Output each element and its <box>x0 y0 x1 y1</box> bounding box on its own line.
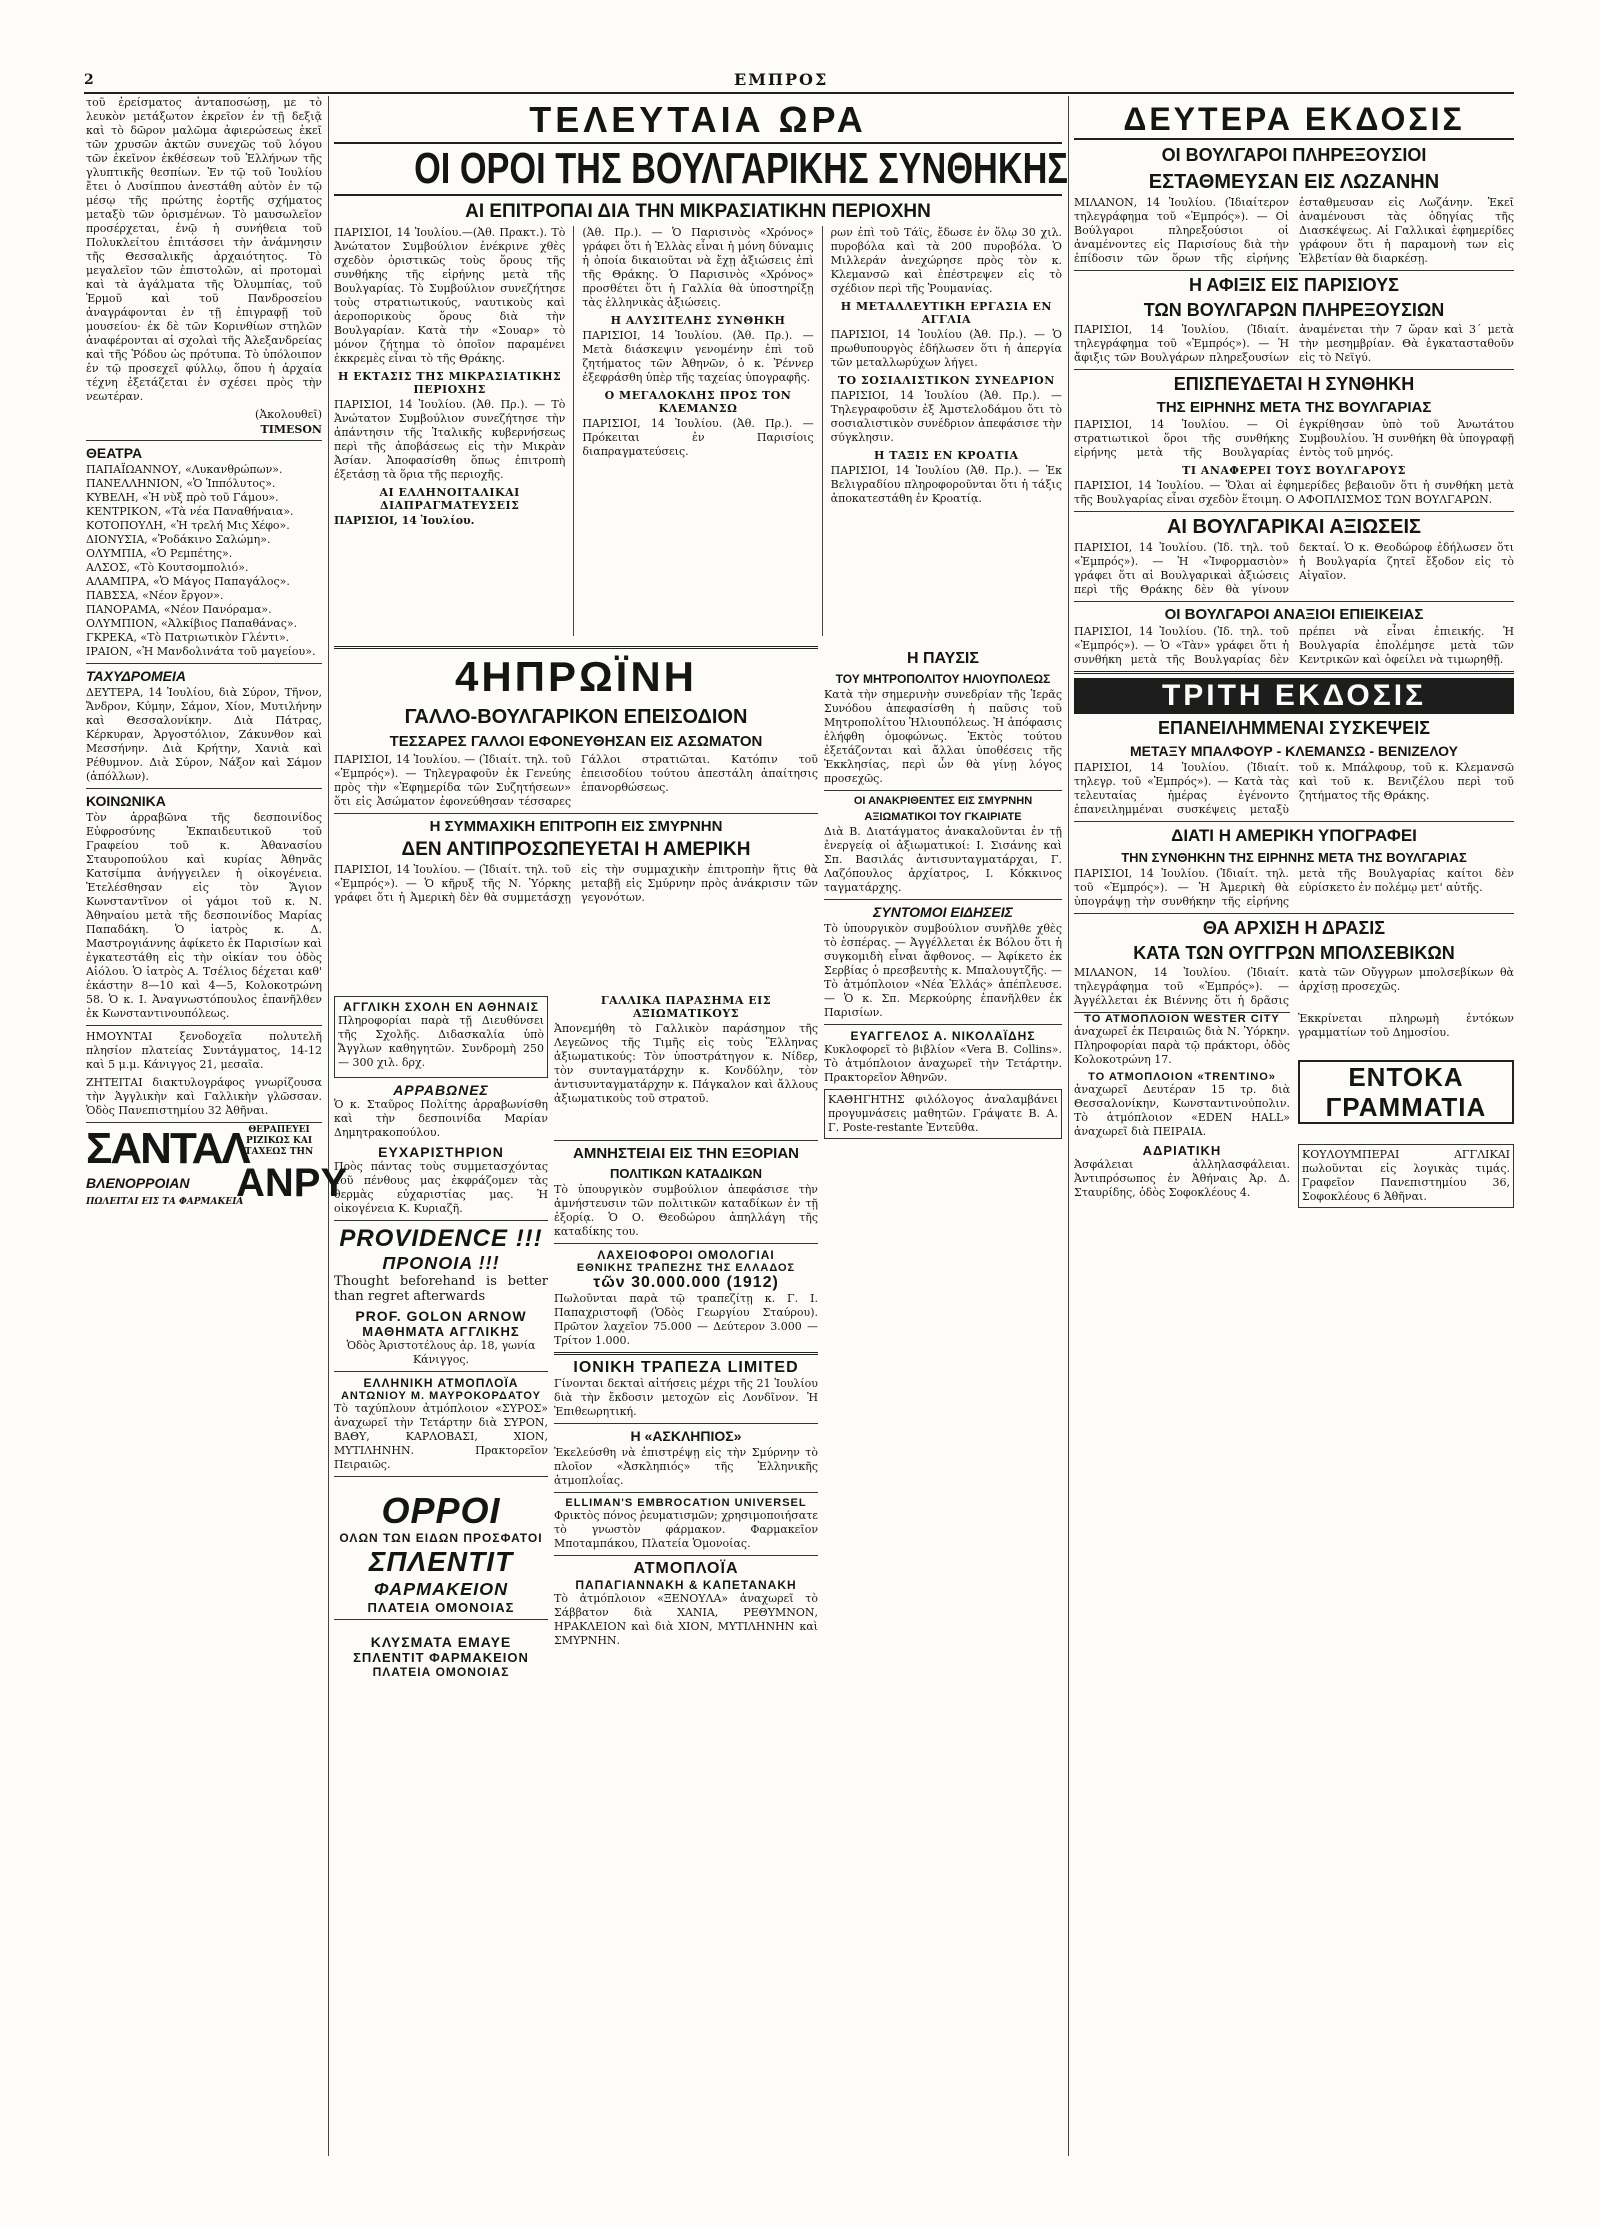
elliman-heading: ELLIMAN'S EMBROCATION UNIVERSEL <box>565 1497 807 1509</box>
article-heading: ΔΙΑΤΙ Η ΑΜΕΡΙΚΗ ΥΠΟΓΡΑΦΕΙ <box>1171 826 1417 845</box>
adriatic-heading: ΑΔΡΙΑΤΙΚΗ <box>1142 1143 1222 1158</box>
last-hour-banner: ΤΕΛΕΥΤΑΙΑ ΩΡΑ <box>529 99 867 140</box>
shipping-heading: ΑΤΜΟΠΛΟΪΑ <box>633 1560 739 1577</box>
fourth-edition-headline: ΓΑΛΛΟ-ΒΟΥΛΓΑΡΙΚΟΝ ΕΠΕΙΣΟΔΙΟΝ <box>404 706 748 728</box>
dismissal-body: Κατὰ τὴν σημερινὴν συνεδρίαν τῆς Ἱερᾶς Συνόδου ἀπεφασίσθη ἡ παῦσις τοῦ Μητροπολίτου Ἡλιουπόλεως. Ἡ ἀπόφασις ἐλήφθη ὁμοφώνως. Ἐκτὸς τούτου ἐξετάζονται καὶ ἄλλαι ὑποθέσεις τῆς Ἐκκλησίας, περὶ ὧν θὰ γίνῃ λόγος προσεχῶς. <box>824 688 1063 785</box>
post-body: ΔΕΥΤΕΡΑ, 14 Ἰουλίου, διὰ Σύρον, Τῆνον, Ἄνδρον, Κύμην, Σάμον, Χίον, Μυτιλήνην καὶ Θεσσαλονίκην. Διὰ Πάτρας, Κέρκυραν, Ἀργοστόλιον, Ζάκυνθον καὶ Μεσσήνην. Διὰ Κρήτην, Χανιὰ καὶ Ρέθυμνον. Διὰ Σύρον, Νάξον καὶ Σάμον (ἀπόλλων). <box>86 686 322 783</box>
omonoia-square: ΠΛΑΤΕΙΑ ΟΜΟΝΟΙΑΣ <box>367 1600 515 1615</box>
main-headline <box>334 142 1068 196</box>
dismissal-heading: Η ΠΑΥΣΙΣ <box>907 650 979 667</box>
trentino-body: ἀναχωρεῖ Δευτέραν 15 τρ. διὰ Θεσσαλονίκην, Κωνσταντινούπολιν. Τὸ ἀτμόπλοιον «EDEN HALL» ἀναχωρεῖ διὰ ΠΕΙΡΑΙΑ. <box>1074 1083 1290 1138</box>
fourth-edition-subhead: ΤΕΣΣΑΡΕΣ ΓΑΛΛΟΙ ΕΦΟΝΕΥΘΗΣΑΝ ΕΙΣ ΑΣΩΜΑΤΟΝ <box>389 733 763 750</box>
dismissal-subheading: ΤΟΥ ΜΗΤΡΟΠΟΛΙΤΟΥ ΗΛΙΟΥΠΟΛΕΩΣ <box>835 672 1051 686</box>
divider <box>554 1423 818 1424</box>
santal-title: ΣΑΝΤΑΛ <box>86 1124 249 1173</box>
divider <box>334 1371 548 1372</box>
social-title: ΚΟΙΝΩΝΙΚΑ <box>86 793 166 809</box>
divider <box>554 1555 818 1556</box>
classified-ad: ΗΜΟΥΝΤΑΙ ξενοδοχεῖα πολυτελῆ πλησίον πλατείας Συντάγματος, 14-12 καὶ 5 μ.μ. Κάνιγγος 21, μεσαῖα. <box>86 1030 322 1071</box>
article-body: ΜΙΛΑΝΟΝ, 14 Ἰουλίου. (Ἰδιαίτερον τηλεγράφημα τοῦ «Ἐμπρός»). — Οἱ Βούλγαροι πληρεξούσιοι οἱ ἀναμένοντες εἰς Παρισίους διὰ τὴν ἐπίδοσιν τῶν ὅρων τῆς εἰρήνης ἐσταθμευσαν εἰς Λωζάνην. Ἐκεῖ ἀναμένουσι τὰς ὁδηγίας τῆς Διασκέψεως. Αἱ Γαλλικαὶ ἐφημερίδες γράφουν ὅτι ἡ παραμονὴ των εἰς Ἑλβετίαν θὰ διαρκέσῃ. <box>1074 196 1514 265</box>
divider <box>1074 511 1514 512</box>
theatre-listing: ΟΛΥΜΠΙΟΝ, «Ἀλκίβιος Παπαθάνας». <box>86 617 298 630</box>
adriatic-body: Ἀσφάλειαι ἀλληλασφάλειαι. Ἀντιπρόσωπος ἐν Ἀθήναις Ἀρ. Δ. Σταυρίδης, ὁδὸς Σοφοκλέους 4. <box>1074 1158 1290 1199</box>
second-edition-title: ΔΕΥΤΕΡΑ ΕΚΔΟΣΙΣ <box>1074 100 1514 140</box>
article-body: ΠΑΡΙΣΙΟΙ, 14 Ἰουλίου. (Ἰδιαίτ. τηλεγρ. τοῦ «Ἐμπρός»). — Κατὰ τὰς τελευταίας ἡμέρας ἐγένοντο ἐπανειλημμέναι συσκέψεις μεταξὺ τοῦ κ. Μπάλφουρ, τοῦ κ. Κλεμανσῶ καὶ τοῦ κ. Βενιζέλου περὶ τοῦ ζητήματος τῆς Θράκης. <box>1074 761 1514 816</box>
english-school-body: Πληροφορίαι παρὰ τῇ Διευθύνσει τῆς Σχολῆς. Διδασκαλία ὑπὸ Ἄγγλων καθηγητῶν. Συνδρομὴ 250 — 300 χιλ. δρχ. <box>338 1014 544 1069</box>
theatre-listing: ΚΟΤΟΠΟΥΛΗ, «Ἡ τρελή Μις Χέφο». <box>86 519 290 532</box>
theatre-listing: ΔΙΟΝΥΣΙΑ, «Ῥοδάκινο Σαλώμη». <box>86 533 271 546</box>
article-heading: ΘΑ ΑΡΧΙΣΗ Η ΔΡΑΣΙΣ <box>1202 918 1386 938</box>
right-column <box>1074 96 1514 2166</box>
divider <box>1074 671 1514 674</box>
last-hour-col-a <box>334 226 565 636</box>
masthead <box>84 70 1514 94</box>
column-rule <box>822 226 823 636</box>
article-heading: ΚΑΤΑ ΤΩΝ ΟΥΓΓΡΩΝ ΜΠΟΛΣΕΒΙΚΩΝ <box>1133 943 1455 963</box>
shipping-owners: ΠΑΠΑΓΙΑΝΝΑΚΗ & ΚΑΠΕΤΑΝΑΚΗ <box>575 1578 797 1592</box>
enema-pharmacy: ΣΠΛΕΝΤΙΤ ΦΑΡΜΑΚΕΙΟΝ <box>353 1650 529 1665</box>
divider <box>1074 913 1514 914</box>
divider <box>1074 270 1514 271</box>
article-heading: Η ΜΕΤΑΛΛΕΥΤΙΚΗ ΕΡΓΑΣΙΑ ΕΝ ΑΓΓΛΙΑ <box>840 300 1052 326</box>
divider <box>554 1140 818 1141</box>
article-heading: Η ΑΦΙΞΙΣ ΕΙΣ ΠΑΡΙΣΙΟΥΣ <box>1189 275 1399 295</box>
treasury-bills-pre: Ἐκκρίνεται πληρωμὴ ἐντόκων γραμματίων τοῦ Δημοσίου. <box>1298 1012 1514 1039</box>
right-ads-right <box>1298 1012 1514 1212</box>
tutor-ad-body: ΚΑΘΗΓΗΤΗΣ φιλόλογος ἀναλαμβάνει προγυμνάσεις μαθητῶν. Γράψατε Β. Α. Γ. Poste-restante Ἐντεῦθα. <box>828 1093 1058 1134</box>
article-body: ΠΑΡΙΣΙΟΙ, 14 Ἰουλίου. (Ἀθ. Πρ.). — Πρόκειται ἐν Παρισίοις διαπραγματεύσεις. <box>582 417 814 458</box>
article-heading: ΑΙ ΕΛΛΗΝΟΙΤΑΛΙΚΑΙ ΔΙΑΠΡΑΓΜΑΤΕΥΣΕΙΣ <box>379 486 520 512</box>
column-rule <box>328 96 329 2156</box>
divider <box>86 663 322 664</box>
divider <box>334 1476 548 1477</box>
lottery-subheading: ΕΘΝΙΚΗΣ ΤΡΑΠΕΖΗΣ ΤΗΣ ΕΛΛΑΔΟΣ <box>576 1262 796 1274</box>
trentino-heading: ΤΟ ΑΤΜΟΠΛΟΙΟΝ «TRENTINO» <box>1088 1071 1276 1083</box>
divider <box>554 1243 818 1244</box>
wester-city-body: ἀναχωρεῖ ἐκ Πειραιῶς διὰ Ν. Ὑόρκην. Πληροφορίαι παρὰ τῷ πράκτορι, ὁδὸς Κολοκοτρώνη 17. <box>1074 1025 1290 1066</box>
article-heading: Ο ΜΕΓΑΛΟΚΛΗΣ ΠΡΟΣ ΤΟΝ ΚΛΕΜΑΝΣΩ <box>604 389 792 415</box>
feuilleton-text: τοῦ ἐρείσματος ἀνταποσώσῃ, με τὸ λευκὸν μετάξωτον ἐκρεῖον ἐν τῇ δεξιᾷ καὶ τὸ δῶρον μαλῶμα ἀφιερώσεως ἐκεῖ τῶν χρυσῶν ἀκτῶν συνεχῶς τοῦ λόγου τῶν ἐκεῖνον ἐκθέσεων τοῦ Ἑλλήνων τῆς γλυπτικῆς θεσπίων. Ἐν τῷ τοῦ Ἰουλίου ἔτει ὁ Λυσίππου ἀνεστάθη αὐτὸν ἐν τῷ μέσῳ τῆς πρώτης ἑορτῆς σχήματος μεταξὺ τῶν ὁρισμένων. Τὸ μαυσωλεῖον προσέρχεται, ἐνῷ ἡ συνήθεια τοῦ Πολυκλείτου ἐπιτάσσει τὴν ἀνάμνησιν τῆς Θεσσαλικῆς ἀρχαιότητος. Τὸ μεγαλεῖον τῶν ἐπιστολῶν, αἱ προτομαὶ καὶ τὰ ἀγάλματα τῆς Ὀλυμπίας, τοῦ Ἑρμοῦ καὶ τοῦ Πανδροσείου ἀναγράφονται ἐν τῇ ἐπιγραφῇ τοῦ μουσείου· ἐκ δὲ τῶν Κορινθίων στηλῶν ἀναφέρονται αἱ σχολαὶ τῆς Ἀλεξανδρείας καὶ τῆς Ῥόδου ὡς πρότυπα. Τὸ ὑπόλοιπον ἐν τῷ προσεχεῖ φύλλῳ, ὅπου ἡ ἀρχαία τέχνη ἐξετάζεται ἐν σχέσει πρὸς τὴν νεωτέραν. <box>86 96 322 403</box>
main-headline-text: ΟΙ ΟΡΟΙ ΤΗΣ ΒΟΥΛΓΑΡΙΚΗΣ ΣΥΝΘΗΚΗΣ <box>414 144 1068 193</box>
greek-shipping-title: ΕΛΛΗΝΙΚΗ ΑΤΜΟΠΛΟΪΑ <box>363 1376 519 1390</box>
pharmacy-label: ΦΑΡΜΑΚΕΙΟΝ <box>373 1579 509 1599</box>
tutor-ad <box>824 1089 1062 1139</box>
right-ads-row <box>1074 1012 1514 1212</box>
greek-shipping-owner: ΑΝΤΩΝΙΟΥ Μ. ΜΑΥΡΟΚΟΡΔΑΤΟΥ <box>340 1390 542 1402</box>
engagements-title: ΑΡΡΑΒΩΝΕΣ <box>393 1082 489 1098</box>
smyrna-heading: Η ΣΥΜΜΑΧΙΚΗ ΕΠΙΤΡΟΠΗ ΕΙΣ ΣΜΥΡΝΗΝ <box>429 818 723 835</box>
article-body: ΠΑΡΙΣΙΟΙ, 14 Ἰουλίου (Ἀθ. Πρ.). — Τηλεγραφοῦσιν ἐξ Ἀμστελοδάμου ὅτι τὸ σοσιαλιστικὸν συνέδριον ἀπεφάσισε τὴν σύγκλησιν. <box>830 389 1062 444</box>
santal-tagline <box>236 1125 322 1158</box>
theatre-listing: ΚΥΒΕΛΗ, «Ἡ νὺξ πρὸ τοῦ Γάμου». <box>86 491 279 504</box>
article-heading: ΟΙ ΒΟΥΛΓΑΡΟΙ ΑΝΑΞΙΟΙ ΕΠΙΕΙΚΕΙΑΣ <box>1164 606 1424 623</box>
medals-body: Ἀπονεμήθη τὸ Γαλλικὸν παράσημον τῆς Λεγεῶνος τῆς Τιμῆς εἰς τοὺς Ἕλληνας ἀξιωματικούς: Τὸν ὑποστράτηγον κ. Νίδερ, τὸν συνταγματάρχην κ. Κονδύλην, τὸν ἀντισυνταγματάρχην κ. Πάγκαλον καὶ ἄλλους ἀξιωματικοὺς τοῦ στρατοῦ. <box>554 1022 818 1105</box>
theatre-listing: ΠΑΒΣΣΑ, «Νέον ἔργον». <box>86 589 224 602</box>
fourth-edition-body: ΠΑΡΙΣΙΟΙ, 14 Ἰουλίου. — (Ἰδιαίτ. τηλ. τοῦ «Ἐμπρός»). — Τηλεγραφοῦν ἐκ Γενεύης πρὸς τὴν «Ἐφημερίδα τῶν Συζητήσεων» ὅτι εἰς Ἀσώματον ἐφονεύθησαν τέσσαρες Γάλλοι στρατιῶται. Κατόπιν τοῦ ἐπεισοδίου τούτου ἀπεστάλη ἀπαίτησις ἐπανορθώσεως. <box>334 753 818 808</box>
middle-ads-column <box>334 992 548 2162</box>
officers-subheading: ΑΞΙΩΜΑΤΙΚΟΙ ΤΟΥ ΓΚΑΙΡΙΑΤΕ <box>864 811 1022 823</box>
right-ads-left <box>1074 1012 1290 1212</box>
santal-bottom: ΒΛΕΝΟΡΡΟΙΑΝ <box>86 1175 190 1191</box>
enema-square: ΠΛΑΤΕΙΑ ΟΜΟΝΟΙΑΣ <box>372 1665 510 1679</box>
asklepios-body: Ἐκελεύσθη νὰ ἐπιστρέψῃ εἰς τὴν Σμύρνην τὸ πλοῖον «Ἀσκληπιός» τῆς Ἑλληνικῆς ἀτμοπλοΐας. <box>554 1446 818 1487</box>
santal-ad <box>86 1122 348 1219</box>
article-body: ΠΑΡΙΣΙΟΙ, 14 Ἰουλίου. (Ἀθ. Πρ.). — Τὸ Ἀνώτατον Συμβούλιον συνεζήτησε τὴν ἀπάντησιν τῆς Ἰταλικῆς κυβερνήσεως περὶ τῆς ἀποβάσεως εἰς τὴν Μικρὰν Ἀσίαν. Ἀποφασίσθη ὅπως ἐπιτροπὴ ἐξετάσῃ τὰ ὅρια τῆς περιοχῆς. <box>334 398 566 481</box>
smyrna-body: ΠΑΡΙΣΙΟΙ, 14 Ἰουλίου. — (Ἰδιαίτ. τηλ. τοῦ «Ἐμπρός»). — Ὁ κῆρυξ τῆς Ν. Ὑόρκης γράφει ὅτι ἡ Ἀμερικὴ δὲν θὰ συμμετάσχῃ εἰς τὴν συμμαχικὴν ἐπιτροπὴν ἥτις θὰ μεταβῇ εἰς Σμύρνην πρὸς ἀνάκρισιν τῶν γεγονότων. <box>334 863 818 904</box>
theatre-listing: ΠΑΝΟΡΑΜΑ, «Νέον Πανόραμα». <box>86 603 272 616</box>
divider <box>1074 601 1514 602</box>
divider <box>824 899 1062 900</box>
theatre-listing: ΠΑΝΕΛΛΗΝΙΟΝ, «Ὁ Ἱππόλυτος». <box>86 477 276 490</box>
santal-line: ΤΑΧΕΩΣ ΤΗΝ <box>244 1147 314 1157</box>
article-subheading: ΤΙ ΑΝΑΦΕΡΕΙ ΤΟΥΣ ΒΟΥΛΓΑΡΟΥΣ <box>1182 464 1406 477</box>
last-hour-columns <box>334 226 1062 636</box>
lottery-body: Πωλοῦνται παρὰ τῷ τραπεζίτῃ κ. Γ. Ι. Παπαχριστοφῆ (Ὁδὸς Γεωργίου Σταύρου). Πρῶτον λαχεῖον 75.000 — Δεύτερον 3.000 — Τρίτον 1.000. <box>554 1292 818 1347</box>
divider <box>824 1024 1062 1025</box>
article-body: ΠΑΡΙΣΙΟΙ, 14 Ἰουλίου. — Οἱ στρατιωτικοὶ ὅροι τῆς συνθήκης εἰρήνης μετὰ τῆς Βουλγαρίας ἐγκρίθησαν ὑπὸ τοῦ Ἀνωτάτου Συμβουλίου. Ἡ συνθήκη θὰ ὑπογραφῇ ἐντὸς τοῦ μηνός. <box>1074 418 1514 459</box>
article-heading: ΕΣΤΑΘΜΕΥΣΑΝ ΕΙΣ ΛΩΖΑΝΗΝ <box>1148 171 1440 193</box>
left-column <box>86 96 348 2166</box>
fourth-edition-title: 4ΗΠΡΩΪΝΗ <box>454 653 698 700</box>
asklepios-heading: Η «ΑΣΚΛΗΠΙΟΣ» <box>630 1428 742 1444</box>
paper-name: ΕΜΠΡΟΣ <box>734 70 829 89</box>
article-body: ΠΑΡΙΣΙΟΙ, 14 Ἰουλίου. (Ἰδιαίτ. τηλ. τοῦ «Ἐμπρός»). — Ἡ Ἀμερικὴ θὰ ὑπογράψῃ τὴν συνθήκην τῆς εἰρήνης μετὰ τῆς Βουλγαρίας καίτοι δὲν εὑρίσκετο ἐν πολέμῳ μετ' αὐτῆς. <box>1074 867 1514 908</box>
providence-motto: Thought beforehand is better than regret afterwards <box>334 1274 548 1304</box>
theatres-list <box>86 463 322 659</box>
divider <box>1074 369 1514 370</box>
column-rule <box>573 226 574 636</box>
continuation-note: (Ἀκολουθεῖ) <box>255 408 322 421</box>
santal-foot: ΠΩΛΕΙΤΑΙ ΕΙΣ ΤΑ ΦΑΡΜΑΚΕΙΑ <box>86 1197 244 1207</box>
professor-name: PROF. GOLON ARNOW <box>355 1308 527 1324</box>
greek-shipping-body: Τὸ ταχύπλουν ἀτμόπλοιον «ΣΥΡΟΣ» ἀναχωρεῖ τὴν Τετάρτην διὰ ΣΥΡΟΝ, ΒΑΘΥ, ΚΑΡΛΟΒΑΣΙ, ΧΙΟΝ, ΜΥΤΙΛΗΝΗΝ. Πρακτορεῖον Πειραιῶς. <box>334 1402 548 1471</box>
article-body: ΠΑΡΙΣΙΟΙ, 14 Ἰουλίου. — Ὅλαι αἱ ἐφημερίδες βεβαιοῦν ὅτι ἡ συνθήκη μετὰ τῆς Βουλγαρίας εἶναι σχεδὸν ἕτοιμη. Ο ΑΦΟΠΛΙΣΜΟΣ ΤΩΝ ΒΟΥΛΓΑΡΩΝ. <box>1074 479 1514 506</box>
english-school-title: ΑΓΓΛΙΚΗ ΣΧΟΛΗ ΕΝ ΑΘΗΝΑΙΣ <box>343 1000 539 1014</box>
divider <box>554 1492 818 1493</box>
article-heading: ΜΕΤΑΞΥ ΜΠΑΛΦΟΥΡ - ΚΛΕΜΑΝΣΩ - ΒΕΝΙΖΕΛΟΥ <box>1129 743 1459 759</box>
article-heading: ΤΟ ΣΟΣΙΑΛΙΣΤΙΚΟΝ ΣΥΝΕΔΡΙΟΝ <box>837 374 1055 387</box>
post-title: ΤΑΧΥΔΡΟΜΕΙΑ <box>86 668 187 684</box>
collars-ad <box>1298 1144 1514 1208</box>
treasury-bills-title: ΕΝΤΟΚΑ ΓΡΑΜΜΑΤΙΑ <box>1298 1060 1514 1124</box>
amnesty-heading: ΑΜΝΗΣΤΕΙΑΙ ΕΙΣ ΤΗΝ ΕΞΟΡΙΑΝ <box>573 1145 799 1162</box>
article-heading: ΕΠΑΝΕΙΛΗΜΜΕΝΑΙ ΣΥΣΚΕΨΕΙΣ <box>1158 718 1430 738</box>
medals-notice <box>554 992 818 1132</box>
nikolaidis-heading: ΕΥΑΓΓΕΛΟΣ Α. ΝΙΚΟΛΑΪΔΗΣ <box>850 1029 1036 1043</box>
column-rule <box>1068 96 1069 2156</box>
classified-ad: ΖΗΤΕΙΤΑΙ διακτυλογράφος γνωρίζουσα τὴν Ἀγγλικὴν καὶ Γαλλικὴν γλῶσσαν. Ὁδὸς Πανεπιστημίου 32 Ἀθῆναι. <box>86 1076 322 1117</box>
enema-title: ΚΛΥΣΜΑΤΑ ΕΜΑΥΕ <box>370 1634 512 1650</box>
officers-body: Διὰ Β. Διατάγματος ἀνακαλοῦνται ἐν τῇ ἐνεργείᾳ οἱ ἀξιωματικοί: Ι. Σισάνης καὶ Σπ. Βασιλάς ἀντισυνταγματάρχαι, Γ. Λαζόπουλος ἀρχίατρος, Ι. Κόκκινος ταγματάρχης. <box>824 825 1062 894</box>
theatre-listing: ΠΑΠΑΪΩΑΝΝΟΥ, «Λυκανθρώπων». <box>86 463 283 476</box>
article-heading: ΑΙ ΒΟΥΛΓΑΡΙΚΑΙ ΑΞΙΩΣΕΙΣ <box>1166 516 1422 538</box>
theatre-listing: ΙΡΑΙΟΝ, «Ἡ Μανδολινάτα τοῦ μαγείου». <box>86 645 316 658</box>
santal-line: ΡΙΖΙΚΩΣ ΚΑΙ <box>245 1136 313 1146</box>
article-body: ΠΑΡΙΣΙΟΙ, 14 Ἰουλίου. (Ἰδ. τηλ. τοῦ «Ἐμπρός»). — Ἡ «Ἰνφορμασιὸν» γράφει ὅτι αἱ Βουλγαρικαὶ ἀξιώσεις περὶ τῆς Θράκης δὲν θὰ γίνουν δεκταί. Ὁ κ. Θεοδώροφ ἐδήλωσεν ὅτι ἡ Βουλγαρία ζητεῖ ἔξοδον εἰς τὸ Αἰγαῖον. <box>1074 541 1514 596</box>
divider <box>86 788 322 789</box>
divider <box>334 813 818 814</box>
english-lessons: ΜΑΘΗΜΑΤΑ ΑΓΓΛΙΚΗΣ <box>362 1324 520 1339</box>
brief-news-body: Τὸ ὑπουργικὸν συμβούλιον συνῆλθε χθὲς τὸ ἑσπέρας. — Ἀγγέλλεται ἐκ Βόλου ὅτι ἡ συγκομιδὴ εἶναι ἄφθονος. — Ἀφίκετο ἐκ Σερβίας ὁ πρεσβευτὴς κ. Μπαλουγτζῆς. — Τὸ ἀτμόπλοιον «Νέα Ἑλλάς» ἀπέπλευσε. — Ὁ κ. Σπ. Μερκούρης ἐπανῆλθεν ἐκ Παρισίων. <box>824 922 1062 1019</box>
theatre-listing: ΑΛΑΜΠΡΑ, «Ὁ Μάγος Παπαγάλος». <box>86 575 290 588</box>
page-number: 2 <box>84 72 94 88</box>
theatre-listing: ΟΛΥΜΠΙΑ, «Ὁ Ρεμπέτης». <box>86 547 233 560</box>
theatres-title: ΘΕΑΤΡΑ <box>86 445 143 461</box>
middle-column-three <box>554 1136 818 2166</box>
brief-news-heading: ΣΥΝΤΟΜΟΙ ΕΙΔΗΣΕΙΣ <box>873 904 1013 920</box>
divider <box>334 1220 548 1221</box>
english-school-ad <box>334 996 548 1078</box>
engagements-body: Ὁ κ. Σταῦρος Πολίτης ἀρραβωνίσθη καὶ τὴν δεσποινίδα Μαρίαν Δημητρακοπούλου. <box>334 1098 548 1139</box>
elliman-body: Φρικτὸς πόνος ῥευματισμῶν; χρησιμοποιήσατε τὸ γνωστὸν φάρμακον. Φαρμακεῖον Μποταμπάκου, Πλατεία Ὁμονοίας. <box>554 1509 818 1550</box>
smyrna-subheading: ΔΕΝ ΑΝΤΙΠΡΟΣΩΠΕΥΕΤΑΙ Η ΑΜΕΡΙΚΗ <box>401 839 751 860</box>
article-body: ΠΑΡΙΣΙΟΙ, 14 Ἰουλίου.—(Ἀθ. Πρακτ.). Τὸ Ἀνώτατον Συμβούλιον ἐνέκρινε χθὲς σχεδὸν ὁριστικῶς τοὺς ὅρους τῆς συνθήκης τῆς εἰρήνης μετὰ τῆς Βουλγαρίας. Τὸ Συμβούλιον συνεζήτησε τοὺς στρατιωτικούς, ναυτικοὺς καὶ ἀεροπορικοὺς ὅρους διὰ τὴν Βουλγαρίαν. Κατὰ τὴν «Σουαρ» τὸ μόνον ζήτημα τὸ ὁποῖον παραμένει ἐκκρεμὲς εἶναι τὸ τῆς Θράκης. <box>334 226 566 365</box>
ionian-bank-heading: ΙΟΝΙΚΗ ΤΡΑΠΕΖΑ LIMITED <box>573 1359 799 1376</box>
theatre-listing: ΓΚΡΕΚΑ, «Τὸ Πατριωτικὸν Γλέντι». <box>86 631 290 644</box>
fourth-edition-section <box>334 646 818 989</box>
divider <box>554 1352 818 1355</box>
divider <box>1074 821 1514 822</box>
nikolaidis-body: Κυκλοφορεῖ τὸ βιβλίον «Vera B. Collins». Τὸ ἀτμόπλοιον ἀναχωρεῖ τὴν Τετάρτην. Πρακτορεῖον Ἀθηνῶν. <box>824 1043 1062 1084</box>
collars-body: ΚΟΥΛΟΥΜΠΕΡΑΙ ΑΓΓΛΙΚΑΙ πωλοῦνται εἰς λογικὰς τιμάς. Γραφεῖον Πανεπιστημίου 36, Σοφοκλέους 6 Ἀθῆναι. <box>1302 1148 1510 1203</box>
article-heading: ΤΗΝ ΣΥΝΘΗΚΗΝ ΤΗΣ ΕΙΡΗΝΗΣ ΜΕΤΑ ΤΗΣ ΒΟΥΛΓΑΡΙΑΣ <box>1121 850 1467 865</box>
theatre-listing: ΑΛΣΟΣ, «Τὸ Κουτσομπολιό». <box>86 561 249 574</box>
article-heading: Η ΑΛΥΣΙΤΕΛΗΣ ΣΥΝΘΗΚΗ <box>610 314 786 327</box>
ionian-bank-body: Γίνονται δεκταὶ αἰτήσεις μέχρι τῆς 21 Ἰουλίου διὰ τὴν ἔκδοσιν μετοχῶν εἰς Λονδῖνον. Ἡ Ἐπιθεωρητική. <box>554 1377 818 1418</box>
amnesty-body: Τὸ ὑπουργικὸν συμβούλιον ἀπεφάσισε τὴν ἀμνήστευσιν τῶν πολιτικῶν καταδίκων ἐν τῇ ἐξορίᾳ. Ὁ Ο. Θεοδώρου ἀπηλλάγη τῆς καταδίκης του. <box>554 1183 818 1238</box>
lottery-amount: τῶν 30.000.000 (1912) <box>593 1274 779 1291</box>
article-body: (Ἀθ. Πρ.). — Ὁ Παρισινὸς «Χρόνος» γράφει ὅτι ἡ Ἑλλὰς εἶναι ἡ μόνη δύναμις ἡ ὁποία δικαιοῦται νὰ ἔχῃ ἀξιώσεις ἐπὶ τῆς Θράκης. Ὁ Παρισινὸς «Χρόνος» προσθέτει ὅτι ἡ Γαλλία θὰ ὑποστηρίξῃ τὰς ἑλληνικὰς ἀξιώσεις. <box>582 226 814 309</box>
last-hour-section <box>334 96 1068 642</box>
divider <box>824 790 1062 791</box>
wester-city-heading: ΤΟ ΑΤΜΟΠΛΟΙΟΝ WESTER CITY <box>1074 1012 1290 1025</box>
article-heading: Η ΕΚΤΑΣΙΣ ΤΗΣ ΜΙΚΡΑΣΙΑΤΙΚΗΣ ΠΕΡΙΟΧΗΣ <box>338 370 562 396</box>
middle-column-four <box>824 646 1062 2166</box>
article-body: ΠΑΡΙΣΙΟΙ, 14 Ἰουλίου. (Ἀθ. Πρ.). — Μετὰ διάσκεψιν γενομένην ἐπὶ τοῦ ζητήματος τῶν Ἀθηνῶν, ὁ κ. Ῥέννερ ἐξεφράσθη ὑπὲρ τῆς ταχείας ὑπογραφῆς. <box>582 329 814 384</box>
last-hour-col-c <box>831 226 1062 636</box>
article-body: ΠΑΡΙΣΙΟΙ, 14 Ἰουλίου. (Ἰδ. τηλ. τοῦ «Ἐμπρός»). — Ὁ «Τὰν» γράφει ὅτι ἡ συνθήκη μετὰ τῆς Βουλγαρίας δὲν πρέπει νὰ εἶναι ἐπιεικής. Ἡ Βουλγαρία ἐπολέμησε μετὰ τῶν Κεντρικῶν καὶ ὀφείλει νὰ τιμωρηθῇ. <box>1074 625 1514 666</box>
main-subhead: ΑΙ ΕΠΙΤΡΟΠΑΙ ΔΙΑ ΤΗΝ ΜΙΚΡΑΣΙΑΤΙΚΗΝ ΠΕΡΙΟΧΗΝ <box>465 201 931 222</box>
english-lessons-address: Ὁδὸς Ἀριστοτέλους ἀρ. 18, γωνία Κάνιγγος. <box>346 1339 536 1366</box>
social-body: Τὸν ἀρραβῶνα τῆς δεσποινίδος Εὐφροσύνης Ἐκπαιδευτικοῦ τοῦ Γραφείου τοῦ κ. Ἀθανασίου Σταυροπούλου καὶ κυρίας Ἀθηνᾶς Κατσίμπα ἀνήγγειλεν ἡ οἰκογένεια. Ἐτελέσθησαν εἰς τὸν Ἅγιον Κωνσταντῖνον οἱ γάμοι τοῦ κ. Ν. Ἀθηναίου μετὰ τῆς δεσποινίδος Μαρίας Παπαδάκη. Ὁ ἰατρὸς κ. Δ. Μαστρογιάννης ἀφίκετο ἐκ Παρισίων καὶ ἐγκατεστάθη εἰς τὴν οἰκίαν του ὁδὸς Αἰόλου. Ὁ ἰατρὸς Α. Τσέλιος δέχεται καθ' ἑκάστην 8—10 καὶ 4—5, Κολοκοτρώνη 58. Ὁ κ. Ι. Ἀναγνωστόπουλος ἐπανῆλθεν ἐκ Κωνσταντινουπόλεως. <box>86 811 322 1020</box>
serums-title: ΟΡΡΟΙ <box>381 1490 501 1531</box>
article-heading: ΕΠΙΣΠΕΥΔΕΤΑΙ Η ΣΥΝΘΗΚΗ <box>1173 374 1415 394</box>
article-body: ΠΑΡΙΣΙΟΙ, 14 Ἰουλίου (Ἀθ. Πρ.). — Ἐκ Βελιγραδίου πληροφοροῦνται ὅτι ἡ τάξις ἀποκατεστάθη ἐν Κροατίᾳ. <box>830 464 1062 505</box>
article-body: ΠΑΡΙΣΙΟΙ, 14 Ἰουλίου. <box>334 514 475 527</box>
article-body: ΠΑΡΙΣΙΟΙ, 14 Ἰουλίου. (Ἰδιαίτ. τηλεγράφημα τοῦ «Ἐμπρός»). — Ἡ ἄφιξις τῶν Βουλγάρων πληρεξουσίων ἀναμένεται τὴν 7 ὥραν καὶ 3΄ μετὰ τὴν μεσημβρίαν. Θὰ ἐγκατασταθοῦν εἰς τὸ Νεϊγύ. <box>1074 323 1514 364</box>
article-body: ΠΑΡΙΣΙΟΙ, 14 Ἰουλίου (Ἀθ. Πρ.). — Ὁ πρωθυπουργὸς ἐδήλωσεν ὅτι ἡ ἀπεργία τῶν μεταλλωρύχων λήγει. <box>830 328 1062 369</box>
last-hour-col-b <box>582 226 813 636</box>
theatre-listing: ΚΕΝΤΡΙΚΟΝ, «Τὰ νέα Παναθήναια». <box>86 505 294 518</box>
article-heading: ΤΩΝ ΒΟΥΛΓΑΡΩΝ ΠΛΗΡΕΞΟΥΣΙΩΝ <box>1143 300 1445 320</box>
feuilleton-author: TIMESON <box>260 423 322 436</box>
lottery-heading: ΛΑΧΕΙΟΦΟΡΟΙ ΟΜΟΛΟΓΙΑΙ <box>597 1248 775 1262</box>
providence-title: PROVIDENCE !!! <box>339 1225 543 1252</box>
third-edition-title: ΤΡΙΤΗ ΕΚΔΟΣΙΣ <box>1074 678 1514 714</box>
amnesty-subheading: ΠΟΛΙΤΙΚΩΝ ΚΑΤΑΔΙΚΩΝ <box>609 1166 762 1181</box>
thanks-body: Πρὸς πάντας τοὺς συμμετασχόντας τοῦ πένθους μας ἐκφράζομεν τὰς θερμὰς εὐχαριστίας μας. Ἡ οἰκογένεια Κ. Κυριαζῆ. <box>334 1160 548 1215</box>
divider <box>334 1619 548 1620</box>
thanks-title: ΕΥΧΑΡΙΣΤΗΡΙΟΝ <box>378 1144 504 1160</box>
officers-heading: ΟΙ ΑΝΑΚΡΙΘΕΝΤΕΣ ΕΙΣ ΣΜΥΡΝΗΝ <box>853 795 1033 807</box>
article-heading: ΤΗΣ ΕΙΡΗΝΗΣ ΜΕΤΑ ΤΗΣ ΒΟΥΛΓΑΡΙΑΣ <box>1156 399 1432 416</box>
splendid-name: ΣΠΛΕΝΤΙΤ <box>368 1546 514 1577</box>
santal-line: ΘΕΡΑΠΕΥΕΙ <box>248 1125 310 1135</box>
divider <box>86 440 322 441</box>
shipping-body: Τὸ ἀτμόπλοιον «ΞΕΝΟΥΛΑ» ἀναχωρεῖ τὸ Σάββατον διὰ ΧΑΝΙΑ, ΡΕΘΥΜΝΟΝ, ΗΡΑΚΛΕΙΟΝ καὶ διὰ ΧΙΟΝ, ΜΥΤΙΛΗΝΗΝ καὶ ΣΜΥΡΝΗΝ. <box>554 1592 818 1647</box>
pronoia-title: ΠΡΟΝΟΙΑ !!! <box>382 1253 500 1273</box>
article-body: ρων ἐπὶ τοῦ Τάϊς, ἔδωσε ἐν ὅλῳ 30 χιλ. πυροβόλα καὶ τὰ 200 πυροβόλα. Ὁ Μιλλεράν ἀνεχώρησε πρὸς τὸν κ. Κλεμανσῶ καὶ ἐπέστρεψεν εἰς τὸ σχέδιον περὶ τῆς Ῥουμανίας. <box>830 226 1062 295</box>
divider <box>86 1025 322 1026</box>
medals-heading: ΓΑΛΛΙΚΑ ΠΑΡΑΣΗΜΑ ΕΙΣ ΑΞΙΩΜΑΤΙΚΟΥΣ <box>600 994 772 1020</box>
article-body: ΜΙΛΑΝΟΝ, 14 Ἰουλίου. (Ἰδιαίτ. τηλεγράφημα τοῦ «Ἐμπρός»). — Ἀγγέλλεται ἐκ Βιέννης ὅτι ἡ δρᾶσις κατὰ τῶν Οὔγγρων μπολσεβίκων θὰ ἀρχίσῃ προσεχῶς. <box>1074 966 1514 1007</box>
santal-right: ΑΝΡΥ <box>236 1161 348 1205</box>
article-heading: ΟΙ ΒΟΥΛΓΑΡΟΙ ΠΛΗΡΕΞΟΥΣΙΟΙ <box>1161 145 1427 165</box>
serums-sub: ΟΛΩΝ ΤΩΝ ΕΙΔΩΝ ΠΡΟΣΦΑΤΟΙ <box>339 1531 543 1545</box>
article-heading: Η ΤΑΞΙΣ ΕΝ ΚΡΟΑΤΙΑ <box>874 449 1019 462</box>
